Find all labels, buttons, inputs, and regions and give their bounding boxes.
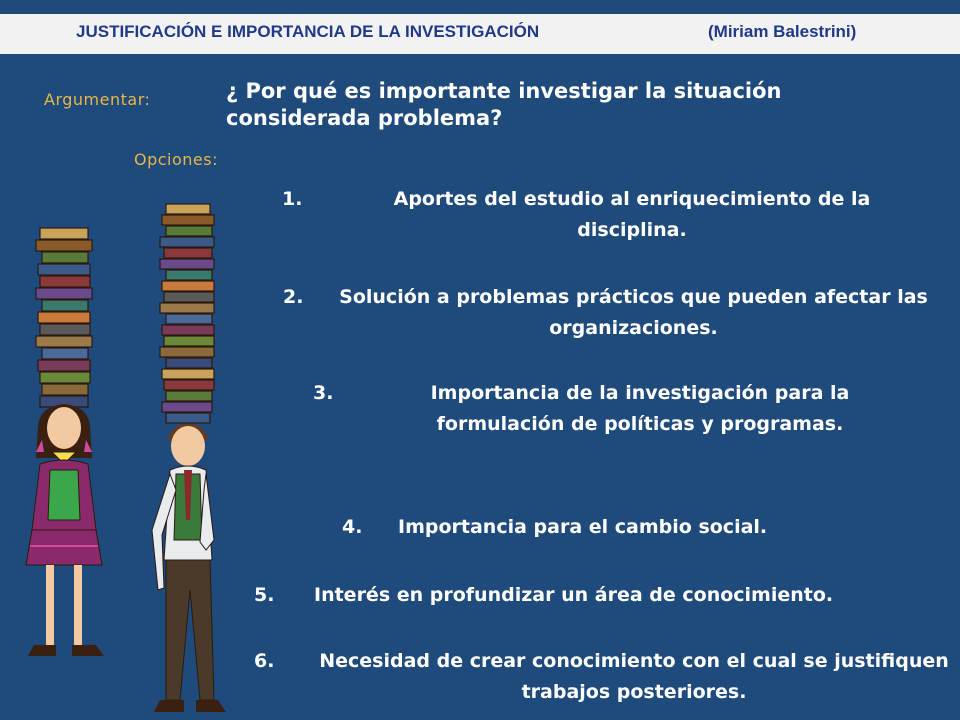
option-text: Aportes del estudio al enriquecimiento de la disciplina.: [393, 188, 871, 241]
slide-author: (Miriam Balestrini): [708, 22, 857, 41]
option-number: 5.: [254, 584, 275, 606]
option-item-6: [254, 646, 954, 708]
option-text: Necesidad de crear conocimiento con el cual se justifiquen trabajos posteriores.: [319, 650, 949, 703]
opciones-label: Opciones:: [134, 150, 218, 169]
option-item-4: [342, 512, 882, 543]
boy-figure: [152, 424, 226, 712]
option-number: 1.: [282, 188, 303, 210]
option-number: 2.: [283, 286, 304, 308]
option-text: Interés en profundizar un área de conocimiento.: [314, 584, 834, 606]
option-item-3: [313, 378, 913, 440]
girl-book-stack: [36, 228, 92, 407]
question-text: ¿ Por qué es importante investigar la situación considerada problema?: [226, 79, 782, 130]
header-bar: [0, 14, 960, 54]
students-with-books-illustration: [0, 190, 250, 720]
option-number: 3.: [313, 382, 334, 404]
option-item-2: [283, 282, 928, 344]
option-item-1: [282, 184, 926, 246]
option-number: 6.: [254, 650, 275, 672]
slide-title: JUSTIFICACIÓN E IMPORTANCIA DE LA INVESTIGACIÓN: [76, 22, 540, 41]
boy-book-stack: [160, 204, 214, 423]
argumentar-label: Argumentar:: [44, 90, 151, 109]
option-text: Solución a problemas prácticos que pueden afectar las organizaciones.: [339, 286, 928, 339]
option-number: 4.: [342, 516, 363, 538]
option-item-5: [254, 580, 954, 611]
girl-figure: [26, 404, 104, 656]
option-text: Importancia de la investigación para la formulación de políticas y programas.: [430, 382, 850, 435]
option-text: Importancia para el cambio social.: [398, 516, 768, 538]
